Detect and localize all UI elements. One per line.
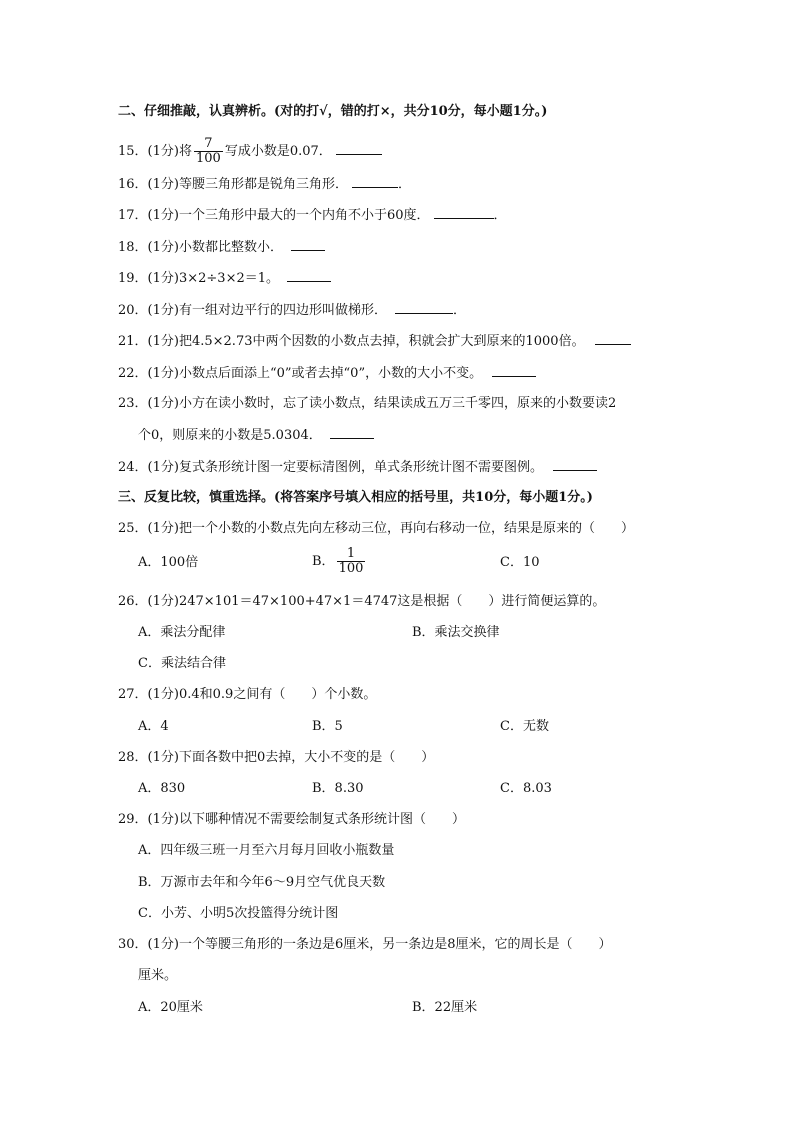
- q27-option-b[interactable]: B．5: [312, 719, 343, 734]
- question-score: (1分): [147, 271, 179, 286]
- question-text: 将: [178, 144, 192, 159]
- answer-blank[interactable]: [336, 142, 382, 155]
- question-26: [118, 593, 605, 611]
- question-text: 下面各数中把0去掉，大小不变的是（ ）: [178, 750, 435, 765]
- question-number: 22．: [118, 366, 148, 381]
- answer-blank[interactable]: [395, 301, 453, 314]
- answer-blank[interactable]: [595, 332, 631, 345]
- q25-option-c[interactable]: C．10: [500, 555, 540, 570]
- question-score: (1分): [147, 594, 179, 609]
- fraction-denominator: 100: [195, 151, 221, 166]
- question-tail: ．: [493, 208, 507, 223]
- answer-blank[interactable]: [287, 269, 331, 282]
- question-text: 0.4和0.9之间有（ ）个小数。: [178, 687, 377, 702]
- q30-option-a[interactable]: A．20厘米: [138, 1000, 203, 1015]
- fraction-numerator: 7: [204, 136, 213, 151]
- question-text: 以下哪种情况不需要绘制复式条形统计图（ ）: [178, 812, 465, 827]
- q25-option-a[interactable]: A．100倍: [138, 555, 199, 570]
- question-18: [118, 238, 325, 257]
- fraction-denominator: 100: [338, 561, 364, 576]
- answer-blank[interactable]: [330, 426, 374, 439]
- question-score: (1分): [147, 521, 179, 536]
- section-2-heading: 二、仔细推敲，认真辨析。(对的打√，错的打×，共分10分，每小题1分。): [118, 104, 548, 119]
- answer-blank[interactable]: [553, 458, 597, 471]
- question-24: [118, 458, 597, 477]
- q26-option-b[interactable]: B．乘法交换律: [412, 625, 500, 640]
- question-score: (1分): [147, 937, 179, 952]
- question-score: (1分): [147, 366, 179, 381]
- fraction: [194, 137, 223, 166]
- q27-option-a[interactable]: A．4: [138, 719, 169, 734]
- question-text: 3×2÷3×2＝1。: [178, 271, 280, 286]
- option-label: B．: [312, 554, 335, 569]
- question-number: 19．: [118, 271, 148, 286]
- q29-option-b[interactable]: B．万源市去年和今年6～9月空气优良天数: [138, 875, 386, 890]
- question-score: (1分): [147, 396, 179, 411]
- q27-option-c[interactable]: C．无数: [500, 719, 549, 734]
- question-25: [118, 520, 634, 538]
- question-text: 247×101＝47×100+47×1＝4747这是根据（ ）进行简便运算的。: [178, 594, 606, 609]
- question-tail: ．: [452, 303, 466, 318]
- question-score: (1分): [147, 687, 179, 702]
- question-number: 30．: [118, 937, 148, 952]
- question-number: 26．: [118, 594, 148, 609]
- question-number: 29．: [118, 812, 148, 827]
- question-number: 24．: [118, 460, 148, 475]
- q29-option-c[interactable]: C．小芳、小明5次投篮得分统计图: [138, 906, 339, 921]
- answer-blank[interactable]: [492, 364, 536, 377]
- question-score: (1分): [147, 812, 179, 827]
- question-text: 一个三角形中最大的一个内角不小于60度．: [178, 208, 430, 223]
- question-text: 个0，则原来的小数是5.0304．: [138, 428, 322, 443]
- question-17: [118, 206, 507, 225]
- question-number: 23．: [118, 396, 148, 411]
- question-text: 小数点后面添上“0”或者去掉“0”，小数的大小不变。: [178, 366, 483, 381]
- section-3-heading: 三、反复比较，慎重选择。(将答案序号填入相应的括号里，共10分，每小题1分。): [118, 490, 593, 505]
- question-16: [118, 175, 411, 194]
- question-number: 21．: [118, 334, 148, 349]
- fraction-numerator: 1: [346, 546, 356, 561]
- question-23-continued: [138, 426, 374, 445]
- question-text: 有一组对边平行的四边形叫做梯形．: [178, 303, 387, 318]
- answer-blank[interactable]: [352, 175, 398, 188]
- question-number: 25．: [118, 521, 148, 536]
- question-score: (1分): [147, 177, 179, 192]
- question-number: 15．: [118, 144, 148, 159]
- question-number: 16．: [118, 177, 148, 192]
- question-21: [118, 332, 631, 351]
- q30-option-b[interactable]: B．22厘米: [412, 1000, 478, 1015]
- question-text: 一个等腰三角形的一条边是6厘米，另一条边是8厘米，它的周长是（ ）: [178, 937, 612, 952]
- question-number: 17．: [118, 208, 148, 223]
- answer-blank[interactable]: [291, 238, 325, 251]
- q26-option-a[interactable]: A．乘法分配律: [138, 625, 226, 640]
- question-score: (1分): [147, 460, 179, 475]
- question-15: [118, 137, 382, 167]
- q28-option-a[interactable]: A．830: [138, 781, 186, 796]
- answer-blank[interactable]: [434, 206, 494, 219]
- question-score: (1分): [147, 208, 179, 223]
- fraction: [337, 547, 366, 576]
- question-score: (1分): [147, 334, 179, 349]
- q26-option-c[interactable]: C．乘法结合律: [138, 656, 226, 671]
- question-tail: ．: [397, 177, 411, 192]
- question-number: 28．: [118, 750, 148, 765]
- question-text: 等腰三角形都是锐角三角形．: [178, 177, 348, 192]
- q25-option-b[interactable]: [312, 546, 367, 578]
- q29-option-a[interactable]: A．四年级三班一月至六月每月回收小瓶数量: [138, 843, 395, 858]
- question-27: [118, 686, 376, 704]
- question-text: 把4.5×2.73中两个因数的小数点去掉，积就会扩大到原来的1000倍。: [178, 334, 585, 349]
- question-28: [118, 749, 434, 767]
- question-score: (1分): [147, 240, 179, 255]
- question-text: 写成小数是0.07．: [224, 144, 332, 159]
- question-number: 20．: [118, 303, 148, 318]
- q28-option-c[interactable]: C．8.03: [500, 781, 552, 796]
- question-30: [118, 936, 612, 954]
- question-text: 复式条形统计图一定要标清图例，单式条形统计图不需要图例。: [178, 460, 543, 475]
- question-text: 把一个小数的小数点先向左移动三位，再向右移动一位，结果是原来的（ ）: [178, 521, 634, 536]
- question-text: 小数都比整数小．: [178, 240, 283, 255]
- question-19: [118, 269, 331, 288]
- question-22: [118, 364, 536, 383]
- question-30-continued: 厘米。: [138, 968, 178, 983]
- question-23: [118, 395, 616, 413]
- question-number: 27．: [118, 687, 148, 702]
- question-score: (1分): [147, 750, 179, 765]
- question-20: [118, 301, 466, 320]
- question-score: (1分): [147, 303, 179, 318]
- question-text: 小方在读小数时，忘了读小数点，结果读成五万三千零四，原来的小数要读2: [178, 396, 617, 411]
- question-number: 18．: [118, 240, 148, 255]
- q28-option-b[interactable]: B．8.30: [312, 781, 364, 796]
- question-score: (1分): [147, 144, 179, 159]
- question-29: [118, 811, 465, 829]
